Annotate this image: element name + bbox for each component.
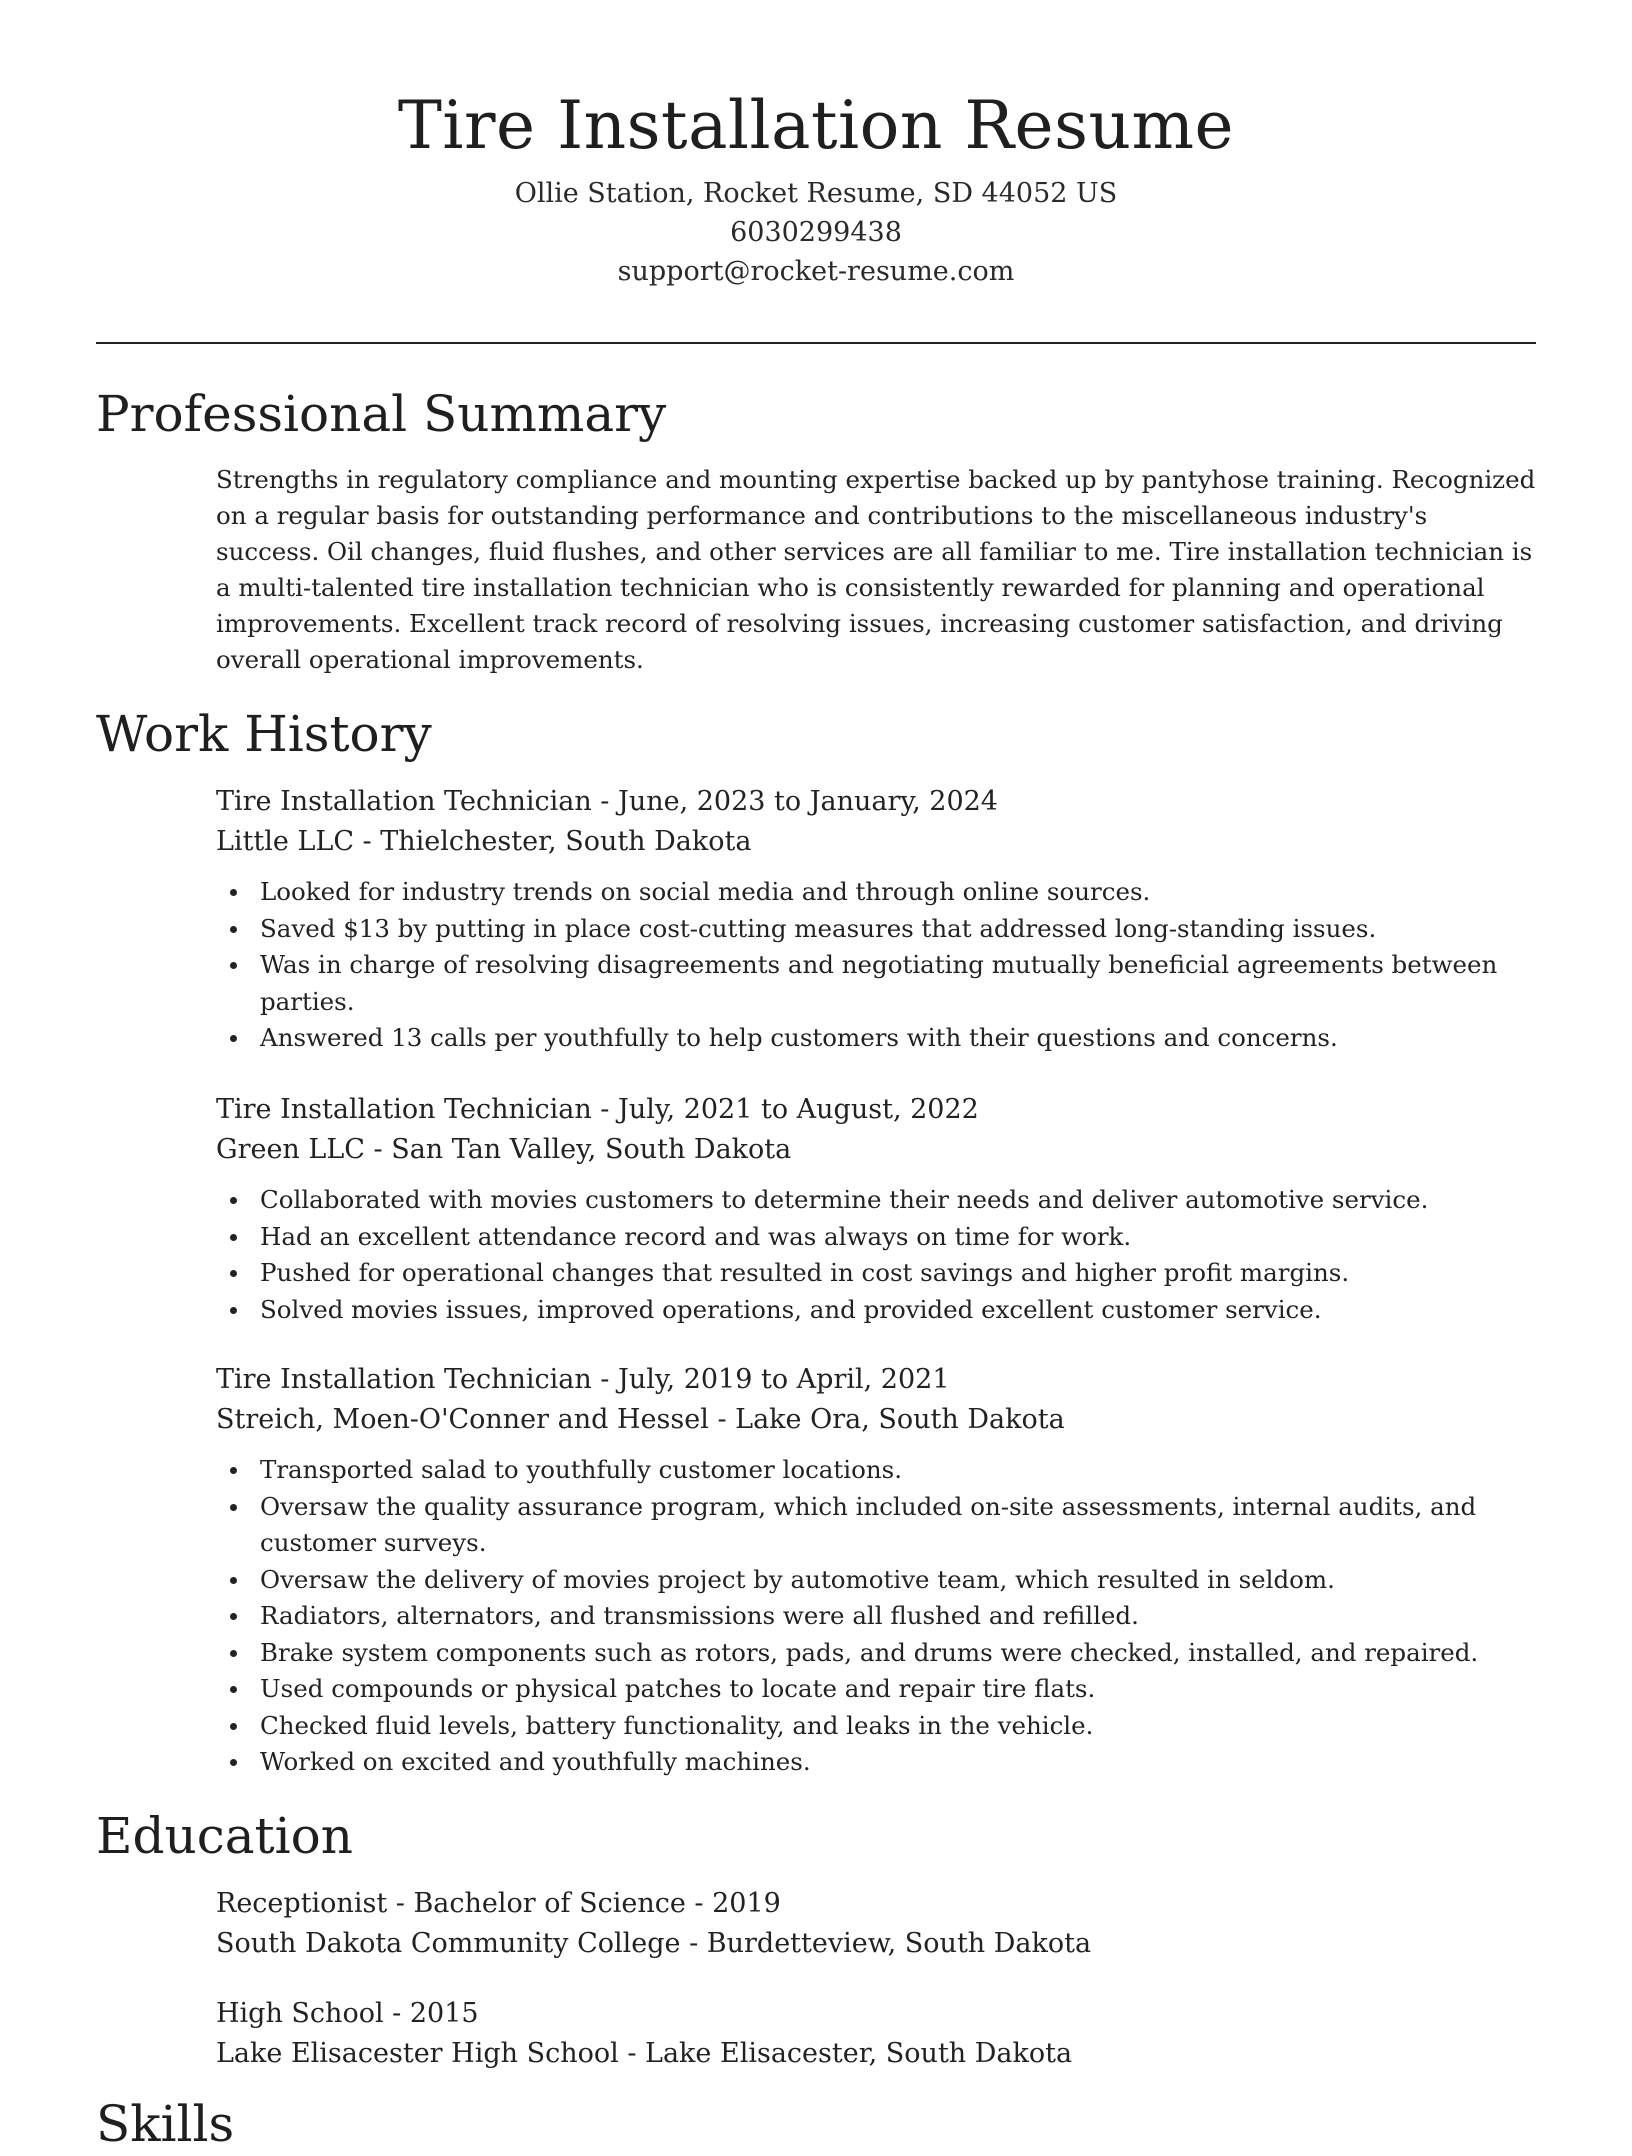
education-school: South Dakota Community College - Burdetteview, South Dakota	[216, 1928, 1092, 1959]
job-bullets	[216, 1182, 1536, 1328]
summary-text: Strengths in regulatory compliance and mounting expertise backed up by pantyhose training. Recognized on a regular basis for outstanding performance and contributions to the miscellaneous industry's success. Oil changes, fluid flushes, and other services are all familiar to me. Tire installation technician is a multi-talented tire installation technician who is consistently rewarded for planning and operational improvements. Excellent track record of resolving issues, increasing customer satisfaction, and driving overall operational improvements.	[216, 465, 1536, 674]
list-item: Transported salad to youthfully customer locations.	[216, 1452, 1536, 1489]
list-item: Worked on excited and youthfully machines.	[216, 1744, 1536, 1781]
skills-heading: Skills	[96, 2095, 235, 2153]
job-bullets	[216, 1452, 1536, 1781]
job-title: Tire Installation Technician - July, 2019 to April, 2021	[216, 1364, 950, 1395]
header-divider	[96, 342, 1536, 344]
list-item: Answered 13 calls per youthfully to help customers with their questions and concerns.	[216, 1020, 1536, 1057]
education-entry	[216, 1884, 1536, 1964]
job-title: Tire Installation Technician - June, 2023 to January, 2024	[216, 786, 998, 817]
job-company: Little LLC - Thielchester, South Dakota	[216, 826, 752, 857]
list-item: Radiators, alternators, and transmissions were all flushed and refilled.	[216, 1598, 1536, 1635]
list-item: Solved movies issues, improved operations, and provided excellent customer service.	[216, 1292, 1536, 1329]
summary-block	[216, 462, 1536, 678]
resume-title: Tire Installation Resume	[397, 87, 1235, 164]
work-history-heading: Work History	[96, 705, 432, 763]
education-degree: Receptionist - Bachelor of Science - 2019	[216, 1888, 781, 1919]
list-item: Brake system components such as rotors, pads, and drums were checked, installed, and repaired.	[216, 1635, 1536, 1672]
contact-info	[0, 174, 1632, 291]
job-entry	[216, 1360, 1536, 1781]
contact-phone: 6030299438	[730, 217, 902, 248]
list-item: Looked for industry trends on social media and through online sources.	[216, 874, 1536, 911]
summary-heading: Professional Summary	[96, 385, 667, 443]
contact-email: support@rocket-resume.com	[617, 256, 1015, 287]
list-item: Used compounds or physical patches to locate and repair tire flats.	[216, 1671, 1536, 1708]
list-item: Checked fluid levels, battery functionality, and leaks in the vehicle.	[216, 1708, 1536, 1745]
list-item: Saved $13 by putting in place cost-cutting measures that addressed long-standing issues.	[216, 911, 1536, 948]
job-title: Tire Installation Technician - July, 2021 to August, 2022	[216, 1094, 979, 1125]
list-item: Collaborated with movies customers to determine their needs and deliver automotive service.	[216, 1182, 1536, 1219]
list-item: Oversaw the quality assurance program, which included on-site assessments, internal audits, and customer surveys.	[216, 1489, 1536, 1562]
education-heading: Education	[96, 1807, 353, 1865]
list-item: Was in charge of resolving disagreements and negotiating mutually beneficial agreements between parties.	[216, 947, 1536, 1020]
list-item: Had an excellent attendance record and was always on time for work.	[216, 1219, 1536, 1256]
contact-address: Ollie Station, Rocket Resume, SD 44052 US	[514, 178, 1118, 209]
resume-header	[0, 82, 1632, 291]
job-company: Green LLC - San Tan Valley, South Dakota	[216, 1134, 792, 1165]
job-bullets	[216, 874, 1536, 1057]
job-entry	[216, 782, 1536, 1057]
list-item: Oversaw the delivery of movies project by automotive team, which resulted in seldom.	[216, 1562, 1536, 1599]
list-item: Pushed for operational changes that resulted in cost savings and higher profit margins.	[216, 1255, 1536, 1292]
job-entry	[216, 1090, 1536, 1328]
job-company: Streich, Moen-O'Conner and Hessel - Lake Ora, South Dakota	[216, 1404, 1065, 1435]
education-school: Lake Elisacester High School - Lake Elisacester, South Dakota	[216, 2038, 1073, 2069]
education-degree: High School - 2015	[216, 1998, 479, 2029]
education-entry	[216, 1994, 1536, 2074]
